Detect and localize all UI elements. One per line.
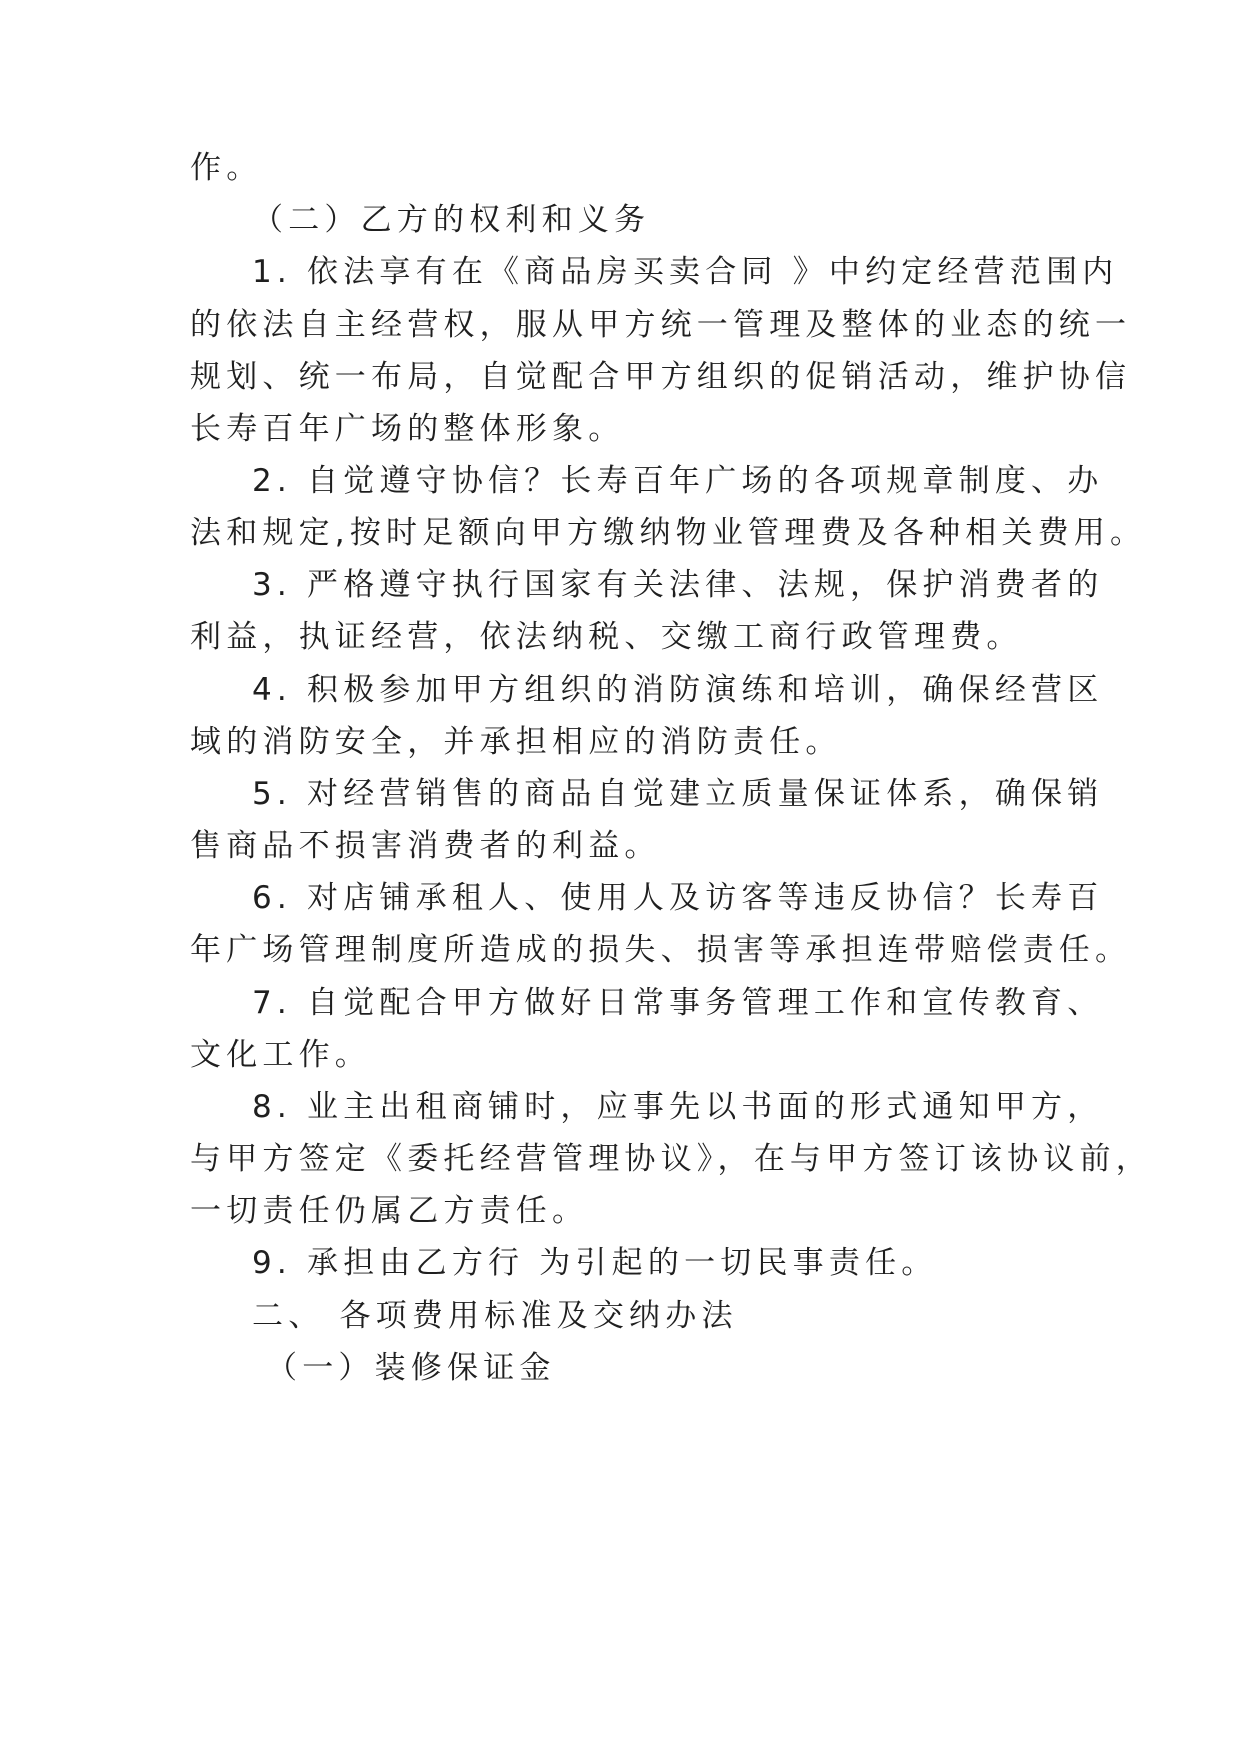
text-line: 5. 对经营销售的商品自觉建立质量保证体系，确保销	[252, 776, 1104, 812]
text-line: 6. 对店铺承租人、使用人及访客等违反协信？长寿百	[252, 880, 1104, 916]
text-line: 长寿百年广场的整体形象。	[190, 411, 625, 447]
text-line: 一切责任仍属乙方责任。	[190, 1193, 589, 1229]
text-line: 1. 依法享有在《商品房买卖合同 》中约定经营范围内	[252, 254, 1119, 290]
text-line: 2. 自觉遵守协信？长寿百年广场的各项规章制度、办	[252, 463, 1104, 499]
text-line: 4. 积极参加甲方组织的消防演练和培训，确保经营区	[252, 672, 1104, 708]
text-line: 规划、统一布局，自觉配合甲方组织的促销活动，维护协信	[190, 359, 1132, 395]
text-line: 的依法自主经营权，服从甲方统一管理及整体的业态的统一	[190, 307, 1132, 343]
text-line: 3. 严格遵守执行国家有关法律、法规，保护消费者的	[252, 567, 1104, 603]
text-line: 文化工作。	[190, 1037, 371, 1073]
section-heading: （二）乙方的权利和义务	[252, 202, 651, 238]
text-line: 售商品不损害消费者的利益。	[190, 828, 661, 864]
text-line: 9. 承担由乙方行 为引起的一切民事责任。	[252, 1245, 938, 1281]
text-line: 7. 自觉配合甲方做好日常事务管理工作和宣传教育、	[252, 985, 1104, 1021]
section-heading: 二、 各项费用标准及交纳办法	[252, 1298, 738, 1334]
subsection-heading: （一）装修保证金	[266, 1350, 556, 1386]
text-line: 利益，执证经营，依法纳税、交缴工商行政管理费。	[190, 619, 1023, 655]
text-line: 8. 业主出租商铺时，应事先以书面的形式通知甲方，	[252, 1089, 1104, 1125]
text-line: 与甲方签定《委托经营管理协议》，在与甲方签订该协议前，	[190, 1141, 1152, 1177]
text-line: 法和规定,按时足额向甲方缴纳物业管理费及各种相关费用。	[190, 515, 1147, 551]
text-line: 作。	[190, 150, 263, 186]
text-line: 年广场管理制度所造成的损失、损害等承担连带赔偿责任。	[190, 932, 1132, 968]
text-line: 域的消防安全，并承担相应的消防责任。	[190, 724, 842, 760]
